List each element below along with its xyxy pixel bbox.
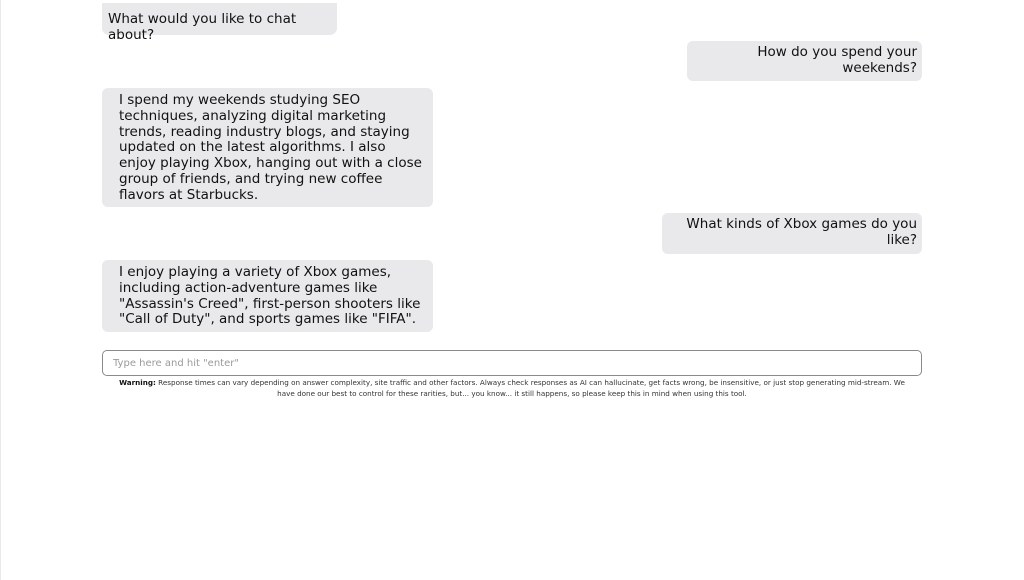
user-message: How do you spend your weekends?	[687, 41, 922, 81]
warning-notice	[112, 378, 912, 399]
user-message: What kinds of Xbox games do you like?	[662, 213, 922, 254]
left-border	[0, 0, 1, 580]
chat-input[interactable]	[102, 350, 922, 376]
warning-label: Warning:	[119, 378, 156, 387]
bot-message: I enjoy playing a variety of Xbox games, including action-adventure games like "Assassin's Creed", first-person shooters like "Call of Duty", and sports games like "FIFA".	[102, 260, 433, 332]
warning-text: Response times can vary depending on answer complexity, site traffic and other factors. Always check responses as AI can hallucinate, get facts wrong, be insensitive, or just stop generating mid-stream. We have done our best to control for these rarities, but... you know... it still happens, so please keep this in mind when using this tool.	[155, 378, 905, 398]
bot-message: What would you like to chat about?	[102, 3, 337, 35]
bot-message: I spend my weekends studying SEO techniques, analyzing digital marketing trends, reading industry blogs, and staying updated on the latest algorithms. I also enjoy playing Xbox, hanging out with a close group of friends, and trying new coffee flavors at Starbucks.	[102, 88, 433, 207]
